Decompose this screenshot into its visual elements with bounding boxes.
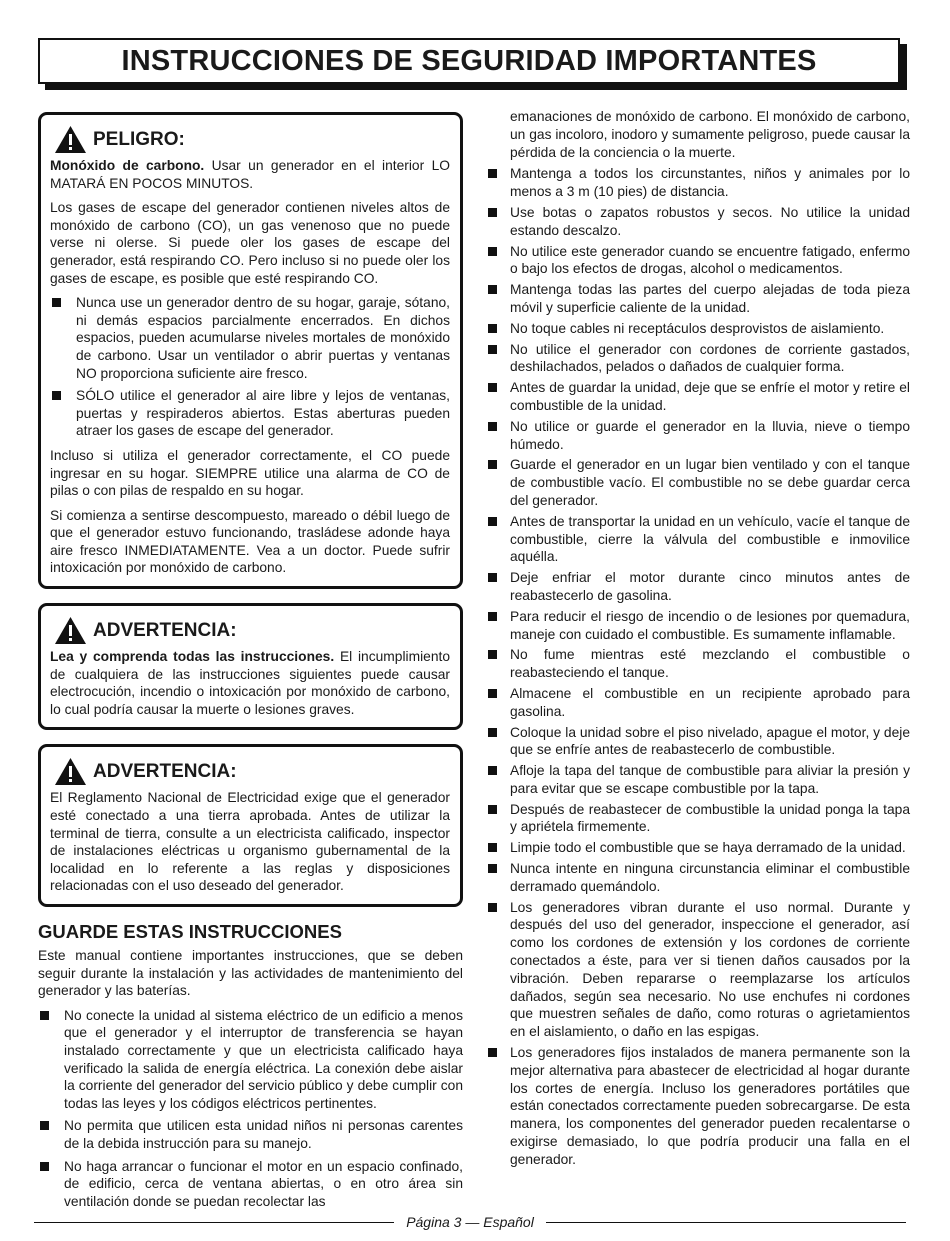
warning-lead-bold: Lea y comprenda todas las instrucciones. — [50, 649, 335, 665]
list-item: No utilice el generador con cordones de corriente gastados, deshilachados, pelados o dañados de cualquier forma. — [488, 341, 910, 377]
warning-triangle-icon — [54, 125, 87, 154]
list-item: Almacene el combustible en un recipiente aprobado para gasolina. — [488, 685, 910, 721]
list-item: No conecte la unidad al sistema eléctrico de un edificio a menos que el generador y el interruptor de transferencia se hayan instalado correctamente y que un electricista calificado haya verificado la salida de energía eléctrica. La conexión debe aislar la corriente del generador del servicio público y debe cumplir con todas las leyes y los códigos eléctricos pertinentes. — [38, 1007, 463, 1113]
danger-paragraph: Si comienza a sentirse descompuesto, mareado o débil luego de que el generador estuvo funcionando, trasládese adonde haya aire fresco INMEDIATAMENTE. Vea a un doctor. Puede sufrir intoxicación por monóxido de carbono. — [50, 507, 450, 576]
list-item: Los generadores fijos instalados de manera permanente son la mejor alternativa para abastecer de electricidad al hogar durante los cortes de energía. Incluso los generadores portátiles que están conectados correctamente pueden sobrecargarse. De esta manera, los componentes del generador pueden recalentarse o exigirse demasiado, lo que podría producir una falla en el generador. — [488, 1044, 910, 1169]
list-item: Coloque la unidad sobre el piso nivelado, apague el motor, y deje que se enfríe antes de reabastecerlo de combustible. — [488, 724, 910, 760]
page-footer — [34, 1212, 906, 1232]
list-item: Nunca use un generador dentro de su hogar, garaje, sótano, ni demás espacios parcialmente encerrados. En dichos espacios, pueden acumularse niveles mortales de monóxido de carbono. Usar un ventilador o abrir puertas y ventanas NO proporciona suficiente aire fresco. — [50, 294, 450, 382]
list-item: Para reducir el riesgo de incendio o de lesiones por quemadura, maneje con cuidado el combustible. Es sumamente inflamable. — [488, 608, 910, 644]
list-item: SÓLO utilice el generador al aire libre y lejos de ventanas, puertas y respiraderos abiertos. Estas aberturas pueden atraer los gases de escape del generador. — [50, 387, 450, 440]
list-item: Mantenga todas las partes del cuerpo alejadas de toda pieza móvil y superficie caliente de la unidad. — [488, 281, 910, 317]
footer-rule — [34, 1222, 394, 1223]
list-item: No utilice este generador cuando se encuentre fatigado, enfermo o bajo los efectos de drogas, alcohol o medicamentos. — [488, 243, 910, 279]
safety-bullets — [488, 165, 910, 1168]
list-item: Nunca intente en ninguna circunstancia eliminar el combustible derramado quemándolo. — [488, 860, 910, 896]
footer-rule — [546, 1222, 906, 1223]
warning-panel-ground — [38, 744, 463, 907]
list-item: Deje enfriar el motor durante cinco minutos antes de reabastecerlo de gasolina. — [488, 569, 910, 605]
list-item: Limpie todo el combustible que se haya derramado de la unidad. — [488, 839, 910, 857]
list-item: Afloje la tapa del tanque de combustible para aliviar la presión y para evitar que se escape combustible por la tapa. — [488, 762, 910, 798]
list-item: Guarde el generador en un lugar bien ventilado y con el tanque de combustible vacío. El combustible no se debe guardar cerca del generador. — [488, 456, 910, 509]
warning-header — [50, 757, 450, 786]
list-item: Antes de guardar la unidad, deje que se enfríe el motor y retire el combustible de la unidad. — [488, 379, 910, 415]
page-number: Página 3 — Español — [406, 1214, 534, 1230]
save-instructions-heading: GUARDE ESTAS INSTRUCCIONES — [38, 921, 342, 942]
right-column — [488, 108, 910, 1176]
list-item: No utilice or guarde el generador en la lluvia, nieve o tiempo húmedo. — [488, 418, 910, 454]
list-item: No permita que utilicen esta unidad niños ni personas carentes de la debida instrucción para su manejo. — [38, 1117, 463, 1152]
list-item: Después de reabastecer de combustible la unidad ponga la tapa y apriétela firmemente. — [488, 801, 910, 837]
warning-lead-rest: El incumplimiento de cualquiera de las instrucciones siguientes puede causar electrocución, incendio o intoxicación por monóxido de carbono, lo cual podría causar la muerte o lesiones graves. — [50, 649, 451, 717]
list-item: Antes de transportar la unidad en un vehículo, vacíe el tanque de combustible, cierre la válvula del combustible e inmovilice aquélla. — [488, 513, 910, 566]
warning-triangle-icon — [54, 616, 87, 645]
warning-heading: ADVERTENCIA: — [93, 619, 237, 641]
list-item: Mantenga a todos los circunstantes, niños y animales por lo menos a 3 m (10 pies) de distancia. — [488, 165, 910, 201]
danger-lead-rest: Usar un generador en el interior LO MATARÁ EN POCOS MINUTOS. — [50, 158, 450, 191]
warning-panel-instructions — [38, 603, 463, 730]
danger-paragraph: Los gases de escape del generador contienen niveles altos de monóxido de carbono (CO), un gas venenoso que no puede verse ni olerse. Si puede oler los gases de escape del generador, está respirando CO. Pero incluso si no puede oler los gases de escape, es posible que esté respirando CO. — [50, 200, 450, 286]
save-intro: Este manual contiene importantes instrucciones, que se deben seguir durante la instalación y las actividades de mantenimiento del generador y las baterías. — [38, 948, 463, 999]
list-item: No toque cables ni receptáculos desprovistos de aislamiento. — [488, 320, 910, 338]
warning-heading: ADVERTENCIA: — [93, 760, 237, 782]
danger-panel — [38, 112, 463, 589]
warning-body: El Reglamento Nacional de Electricidad exige que el generador esté conectado a una tierra aprobada. Antes de utilizar la terminal de tierra, consulte a un electricista calificado, inspector de instalaciones eléctricas u organismo gubernamental de la localidad en lo referente a las reglas y disposiciones relacionadas con el uso deseado del generador. — [50, 790, 450, 894]
danger-lead — [50, 157, 450, 192]
list-item: Use botas o zapatos robustos y secos. No utilice la unidad estando descalzo. — [488, 204, 910, 240]
danger-bullets — [50, 294, 450, 440]
danger-lead-bold: Monóxido de carbono. — [50, 158, 205, 173]
page-title: INSTRUCCIONES DE SEGURIDAD IMPORTANTES — [38, 38, 900, 84]
continuation-text: emanaciones de monóxido de carbono. El monóxido de carbono, un gas incoloro, inodoro y sumamente peligroso, puede causar la pérdida de la conciencia o la muerte. — [510, 109, 910, 160]
warning-header — [50, 616, 450, 645]
left-column — [38, 112, 463, 1217]
danger-header — [50, 125, 450, 154]
warning-lead — [50, 648, 450, 718]
danger-heading: PELIGRO: — [93, 128, 185, 150]
danger-paragraph: Incluso si utiliza el generador correctamente, el CO puede ingresar en su hogar. SIEMPRE utilice una alarma de CO de pilas o con pilas de respaldo en su hogar. — [50, 447, 450, 499]
save-bullets — [38, 1007, 463, 1211]
list-item: No haga arrancar o funcionar el motor en un espacio confinado, de edificio, cerca de ventana abiertas, o en otro área sin ventilación donde se puedan recolectar las — [38, 1158, 463, 1211]
list-item: Los generadores vibran durante el uso normal. Durante y después del uso del generador, inspeccione el generador, así como los cordones de extensión y los cordones de corriente conectados a éste, para ver si tienen daños causados por la vibración. Deben repararse o reemplazarse los artículos dañados, según sea necesario. No use enchufes ni cordones que muestren señales de daño, como roturas o agrietamientos en el aislamiento, o daño en las espigas. — [488, 899, 910, 1041]
warning-triangle-icon — [54, 757, 87, 786]
list-item: No fume mientras esté mezclando el combustible o reabasteciendo el tanque. — [488, 646, 910, 682]
